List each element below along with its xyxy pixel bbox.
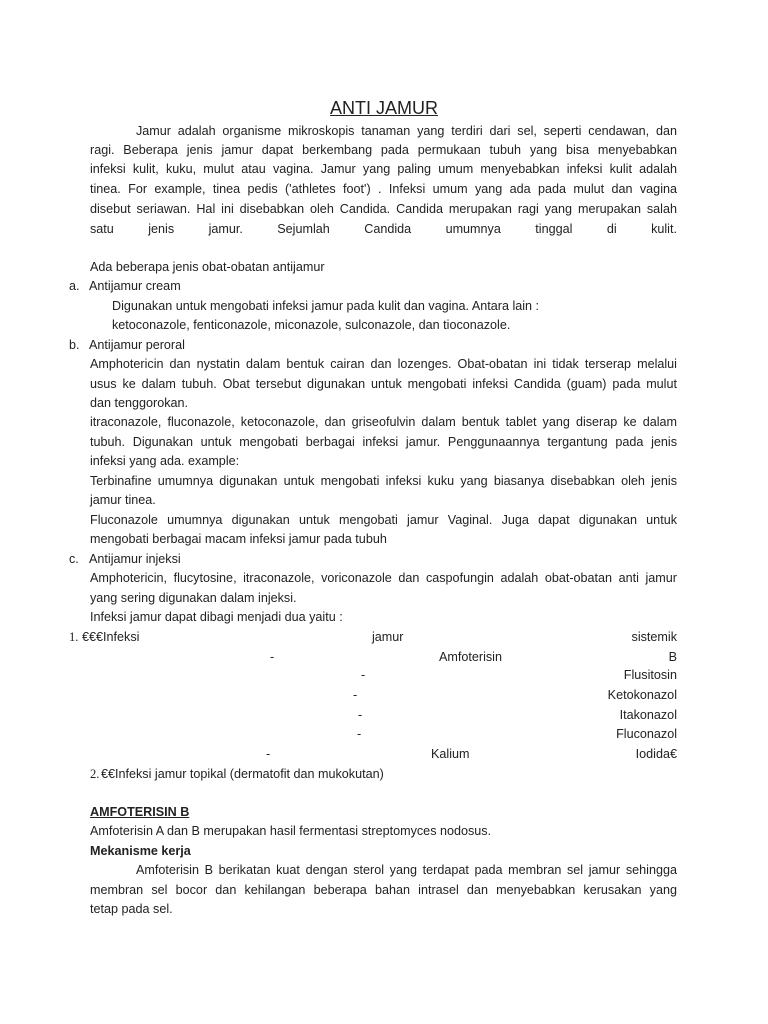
section-c-heading: Antijamur injeksi — [89, 552, 181, 566]
section-a-marker: a. — [69, 279, 80, 293]
section-c-marker: c. — [69, 552, 79, 566]
list-1-head-word: jamur — [372, 630, 404, 644]
types-intro: Ada beberapa jenis obat-obatan antijamur — [90, 260, 325, 274]
section-b-line: dan tenggorokan. — [90, 396, 189, 410]
drug-dash: - — [358, 708, 363, 722]
section-a-line: ketoconazole, fenticonazole, miconazole, sulconazole, dan tioconazole. — [112, 318, 511, 332]
drug-name: Flusitosin — [623, 668, 677, 682]
drug-name: Ketokonazol — [607, 688, 677, 702]
list-1-head-word: €€€Infeksi — [82, 630, 140, 644]
mechanism-line: Amfoterisin B berikatan kuat dengan sterol yang terdapat pada membran sel jamur sehingga — [136, 863, 677, 877]
intro-word: tinggal — [535, 222, 573, 236]
drug-dash: - — [357, 727, 362, 741]
list-1-number: 1. — [69, 630, 79, 644]
drug-name: Kalium — [431, 747, 470, 761]
drug-dash: - — [361, 668, 366, 682]
section-b-line: mengobati berbagai macam infeksi jamur pada tubuh — [90, 532, 387, 546]
list-2-text: €€Infeksi jamur topikal (dermatofit dan mukokutan) — [101, 767, 384, 781]
intro-word: jamur. — [208, 222, 243, 236]
section-b-line: itraconazole, fluconazole, ketoconazole, dan griseofulvin dalam bentuk tablet yang diserap ke dalam — [90, 415, 677, 429]
section-a-heading: Antijamur cream — [89, 279, 181, 293]
list-1-head-word: sistemik — [631, 630, 677, 644]
drug-name: Iodida€ — [635, 747, 677, 761]
amfoterisin-heading: AMFOTERISIN B — [90, 805, 190, 819]
section-b-line: Amphotericin dan nystatin dalam bentuk cairan dan lozenges. Obat-obatan ini tidak terserap melalui — [90, 357, 677, 371]
mechanism-heading: Mekanisme kerja — [90, 844, 191, 858]
intro-line: Jamur adalah organisme mikroskopis tanaman yang terdiri dari sel, seperti cendawan, dan — [136, 124, 677, 138]
intro-word: umumnya — [445, 222, 501, 236]
intro-word: Sejumlah — [277, 222, 330, 236]
intro-line: tinea. For example, tinea pedis ('athletes foot') . Infeksi umum yang ada pada mulut dan vagina — [90, 182, 677, 196]
drug-name: Amfoterisin — [439, 650, 502, 664]
section-b-heading: Antijamur peroral — [89, 338, 185, 352]
section-c-line: yang sering digunakan dalam injeksi. — [90, 591, 297, 605]
section-b-line: usus ke dalam tubuh. Obat tersebut digunakan untuk mengobati infeksi Candida (guam) pada mulut — [90, 377, 677, 391]
intro-line: disebut seriawan. Hal ini disebabkan oleh Candida. Candida merupakan ragi yang merupakan salah — [90, 202, 677, 216]
intro-word: kulit. — [651, 222, 677, 236]
section-b-line: tubuh. Digunakan untuk mengobati berbagai infeksi jamur. Penggunaannya tergantung pada jenis — [90, 435, 677, 449]
mechanism-line: tetap pada sel. — [90, 902, 173, 916]
section-b-line: Terbinafine umumnya digunakan untuk mengobati infeksi kuku yang biasanya disebabkan oleh jenis — [90, 474, 677, 488]
section-b-line: jamur tinea. — [90, 493, 156, 507]
drug-name: Fluconazol — [616, 727, 677, 741]
page-title: ANTI JAMUR — [330, 98, 438, 118]
drug-name: Itakonazol — [619, 708, 677, 722]
intro-word: jenis — [148, 222, 175, 236]
intro-word: satu — [90, 222, 114, 236]
section-a-line: Digunakan untuk mengobati infeksi jamur pada kulit dan vagina. Antara lain : — [112, 299, 540, 313]
section-c-line: Amphotericin, flucytosine, itraconazole, voriconazole dan caspofungin adalah obat-obatan anti jamur — [90, 571, 677, 585]
mechanism-line: membran sel bocor dan kehilangan beberapa bahan intrasel dan menyebabkan kerusakan yang — [90, 883, 677, 897]
drug-dash: - — [353, 688, 358, 702]
intro-last-line — [90, 220, 677, 240]
intro-word: di — [606, 222, 617, 236]
section-b-line: Fluconazole umumnya digunakan untuk mengobati jamur Vaginal. Juga dapat digunakan untuk — [90, 513, 677, 527]
section-b-marker: b. — [69, 338, 80, 352]
section-b-line: infeksi yang ada. example: — [90, 454, 240, 468]
drug-dash: - — [266, 747, 271, 761]
intro-line: ragi. Beberapa jenis jamur dapat berkembang pada permukaan tubuh yang bisa menyebabkan — [90, 143, 677, 157]
intro-word: Candida — [364, 222, 412, 236]
drug-dash: - — [270, 650, 275, 664]
intro-line: infeksi kulit, kuku, mulut atau vagina. Jamur yang paling umum menyebabkan infeksi kulit adalah — [90, 162, 677, 176]
drug-name: B — [668, 650, 677, 664]
section-c-line: Infeksi jamur dapat dibagi menjadi dua yaitu : — [90, 610, 343, 624]
list-2-number: 2. — [90, 767, 100, 781]
amfoterisin-line: Amfoterisin A dan B merupakan hasil fermentasi streptomyces nodosus. — [90, 824, 492, 838]
